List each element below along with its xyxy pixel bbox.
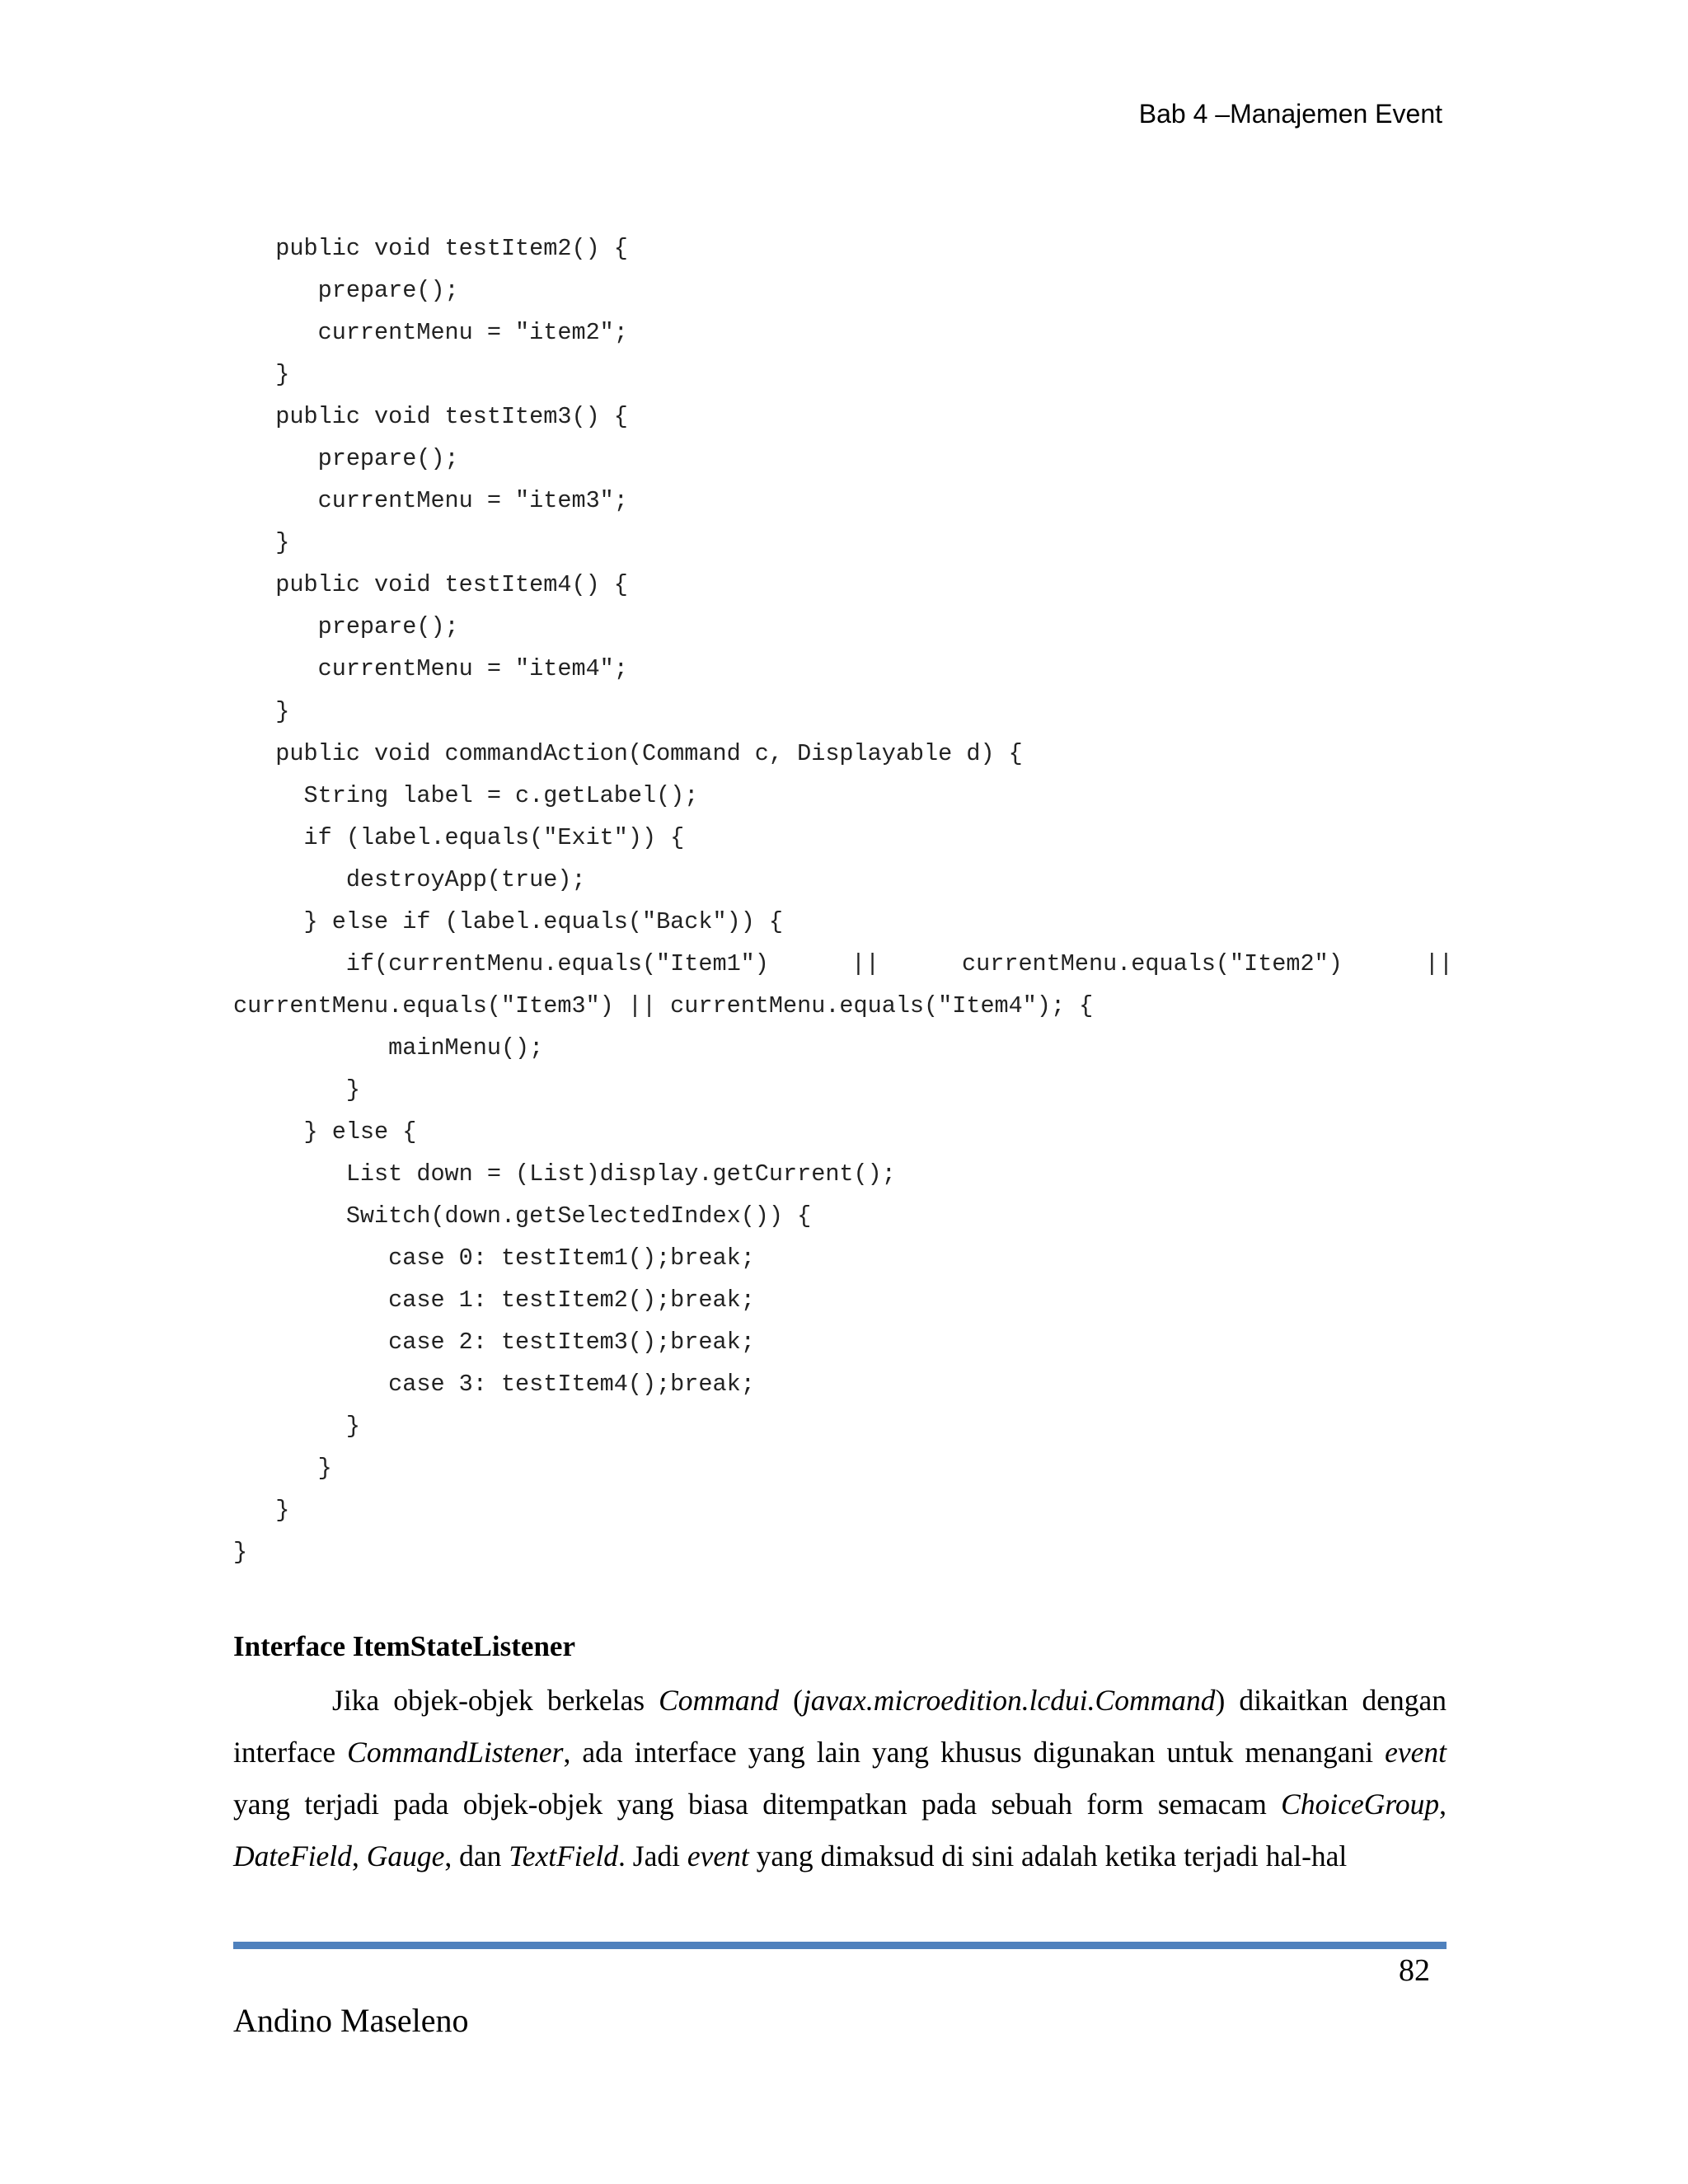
italic-term: event	[1385, 1736, 1447, 1769]
code-line: }	[233, 1413, 360, 1441]
paragraph-text: (	[779, 1684, 803, 1717]
paragraph-text: ,	[351, 1840, 367, 1872]
italic-term: event	[687, 1840, 749, 1872]
code-line: case 1: testItem2();break;	[233, 1286, 755, 1315]
paragraph-text: Jika objek-objek berkelas	[332, 1684, 659, 1717]
code-line: public void commandAction(Command c, Displayable d) {	[233, 739, 1023, 767]
section-heading: Interface ItemStateListener	[233, 1630, 575, 1662]
code-line: public void testItem4() {	[233, 571, 628, 599]
page-number: 82	[1399, 1953, 1430, 1988]
code-line: currentMenu = "item3";	[233, 487, 628, 515]
italic-term: TextField	[509, 1840, 619, 1872]
body-paragraph	[233, 1675, 1447, 1882]
code-line: if(currentMenu.equals("Item1") || currentMenu.equals("Item2") ||	[345, 949, 1454, 977]
italic-term: ChoiceGroup	[1281, 1788, 1440, 1821]
code-line: }	[233, 361, 290, 389]
author-name: Andino Maseleno	[233, 2002, 469, 2039]
code-line: String label = c.getLabel();	[233, 781, 699, 809]
code-line: }	[233, 1455, 332, 1483]
code-line: public void testItem3() {	[233, 403, 628, 431]
footer-rule	[233, 1942, 1447, 1949]
italic-term: Gauge	[366, 1840, 445, 1872]
code-line: }	[233, 1076, 360, 1104]
code-line: currentMenu.equals("Item3") || currentMenu.equals("Item4"); {	[233, 991, 1094, 1019]
code-line: public void testItem2() {	[233, 235, 628, 262]
paragraph-text: , dan	[444, 1840, 509, 1872]
code-line: currentMenu = "item2";	[233, 319, 628, 347]
paragraph-text: . Jadi	[618, 1840, 687, 1872]
code-line: } else if (label.equals("Back")) {	[233, 907, 784, 935]
italic-term: CommandListener	[347, 1736, 564, 1769]
code-line: mainMenu();	[233, 1033, 544, 1062]
code-listing	[233, 227, 1453, 1574]
code-line: currentMenu = "item4";	[233, 655, 628, 683]
code-line: case 2: testItem3();break;	[233, 1329, 755, 1357]
paragraph-text: yang dimaksud di sini adalah ketika terjadi hal-hal	[748, 1840, 1348, 1872]
code-line: } else {	[233, 1118, 417, 1146]
italic-term: DateField	[233, 1840, 352, 1872]
running-header: Bab 4 –Manajemen Event	[1138, 99, 1442, 129]
paragraph-text: ) dikaitkan dengan interface	[233, 1684, 1447, 1769]
code-line: List down = (List)display.getCurrent();	[233, 1160, 896, 1188]
italic-term: javax.microedition.lcdui.Command	[802, 1684, 1216, 1717]
code-line: }	[233, 529, 290, 557]
paragraph-text: ,	[1439, 1788, 1447, 1821]
code-line: destroyApp(true);	[233, 865, 586, 893]
code-line: }	[233, 697, 290, 725]
code-line: case 3: testItem4();break;	[233, 1371, 755, 1399]
code-line: prepare();	[233, 445, 459, 473]
code-line: case 0: testItem1();break;	[233, 1244, 755, 1272]
paragraph-text: , ada interface yang lain yang khusus digunakan untuk menangani	[563, 1736, 1386, 1769]
code-line: prepare();	[233, 277, 459, 305]
code-line: }	[233, 1497, 290, 1525]
code-line: prepare();	[233, 613, 459, 641]
paragraph-text: yang terjadi pada objek-objek yang biasa ditempatkan pada sebuah form semacam	[233, 1788, 1282, 1821]
italic-term: Command	[659, 1684, 780, 1717]
code-line: if (label.equals("Exit")) {	[233, 823, 685, 851]
code-line: }	[233, 1539, 248, 1567]
code-line: Switch(down.getSelectedIndex()) {	[233, 1202, 812, 1230]
